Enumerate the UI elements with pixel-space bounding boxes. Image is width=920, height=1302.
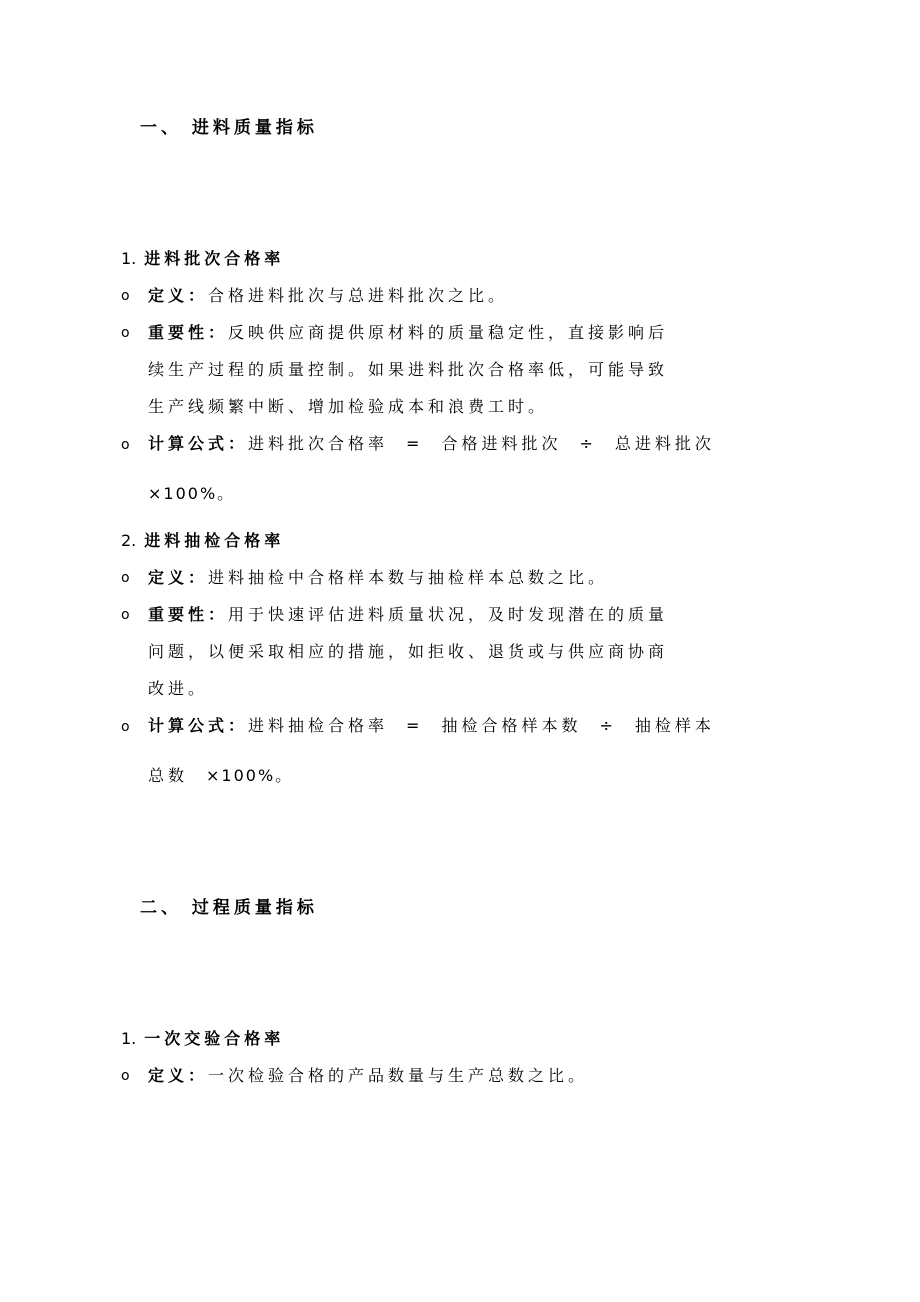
bullet-icon: o [121,1068,130,1084]
definition-label: 定义： [148,286,209,305]
formula-term: 抽检合格样本数 [441,716,582,735]
definition-label: 定义： [148,1066,209,1085]
formula-term: 合格进料批次 [441,434,562,453]
item-number: 1. [121,1029,137,1048]
item-heading-first-pass-rate [121,1026,284,1049]
importance-label: 重要性： [148,605,229,624]
definition-label: 定义： [148,568,209,587]
definition-line [148,283,508,306]
item-title: 进料抽检合格率 [144,531,285,550]
bullet-icon: o [121,288,130,304]
bullet-icon: o [121,325,130,341]
item-title: 一次交验合格率 [144,1029,285,1048]
formula-term: 总数 [148,766,189,785]
item-heading-batch-pass-rate [121,246,284,269]
formula-label: 计算公式： [148,716,249,735]
formula-multiplier: ×100%。 [206,766,294,785]
formula-line [148,713,715,736]
formula-divide: ÷ [579,434,597,453]
section-heading-process: 二、 过程质量指标 [140,898,318,918]
formula-equals: = [406,434,424,453]
bullet-icon: o [121,437,130,453]
formula-term: 进料抽检合格率 [248,716,389,735]
importance-line-2: 问题，以便采取相应的措施，如拒收、退货或与供应商协商 [148,642,669,661]
formula-line-2 [148,763,293,786]
definition-text: 一次检验合格的产品数量与生产总数之比。 [208,1066,589,1085]
importance-text: 用于快速评估进料质量状况，及时发现潜在的质量 [228,605,669,624]
formula-divide: ÷ [599,716,617,735]
importance-line-2: 续生产过程的质量控制。如果进料批次合格率低，可能导致 [148,360,669,379]
importance-line-3: 生产线频繁中断、增加检验成本和浪费工时。 [148,397,549,416]
bullet-icon: o [121,570,130,586]
definition-line [148,1063,588,1086]
importance-label: 重要性： [148,323,229,342]
section-heading-incoming: 一、 进料质量指标 [140,118,318,138]
formula-line [148,431,715,454]
definition-line [148,565,608,588]
item-title: 进料批次合格率 [144,249,285,268]
definition-text: 合格进料批次与总进料批次之比。 [208,286,509,305]
formula-line-2: ×100%。 [148,484,236,503]
definition-text: 进料抽检中合格样本数与抽检样本总数之比。 [208,568,609,587]
bullet-icon: o [121,607,130,623]
formula-equals: = [406,716,424,735]
importance-line-1 [148,602,668,625]
importance-text: 反映供应商提供原材料的质量稳定性，直接影响后 [228,323,669,342]
formula-term: 总进料批次 [614,434,715,453]
importance-line-1 [148,320,668,343]
formula-term: 进料批次合格率 [248,434,389,453]
formula-label: 计算公式： [148,434,249,453]
bullet-icon: o [121,719,130,735]
item-number: 2. [121,531,137,550]
formula-term: 抽检样本 [634,716,715,735]
item-number: 1. [121,249,137,268]
item-heading-sample-pass-rate [121,528,284,551]
importance-line-3: 改进。 [148,679,209,698]
